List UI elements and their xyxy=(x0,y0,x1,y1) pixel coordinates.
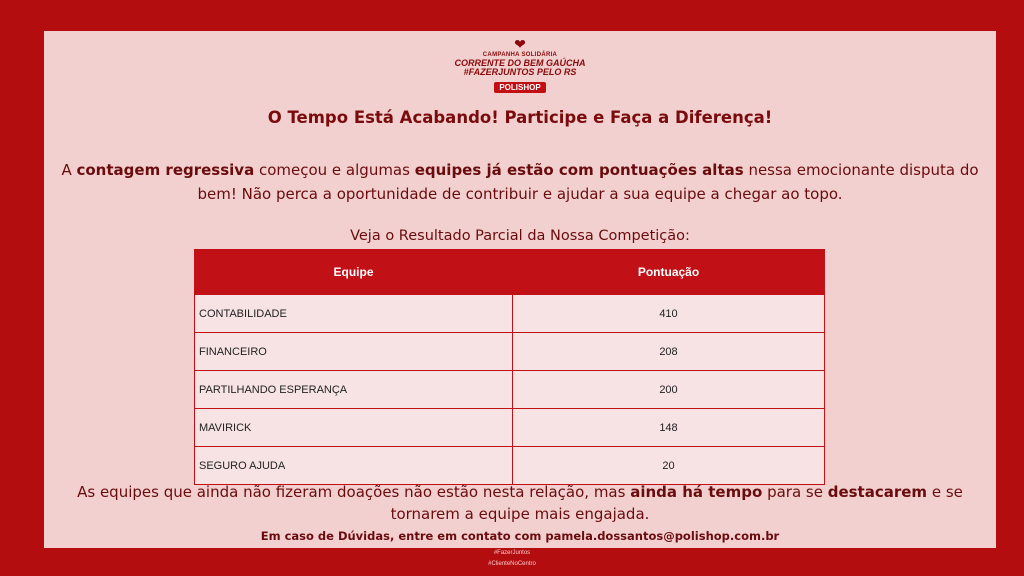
polishop-badge: POLISHOP xyxy=(494,82,545,93)
team-name: PARTILHANDO ESPERANÇA xyxy=(195,371,513,409)
table-row xyxy=(195,333,825,371)
team-name: FINANCEIRO xyxy=(195,333,513,371)
table-row xyxy=(195,447,825,485)
hashtags xyxy=(0,548,1024,570)
outro-paragraph xyxy=(54,481,986,525)
header-team: Equipe xyxy=(195,250,513,295)
hashtag-fazerjuntos: #FazerJuntos xyxy=(493,550,531,556)
team-name: SEGURO AJUDA xyxy=(195,447,513,485)
campaign-logo xyxy=(44,37,996,95)
team-score: 208 xyxy=(513,333,825,371)
intro-bold-1: contagem regressiva xyxy=(76,161,255,179)
outro-text-1: As equipes que ainda não fizeram doações não estão nesta relação, mas xyxy=(77,483,631,501)
contact-line: Em caso de Dúvidas, entre em contato com pamela.dossantos@polishop.com.br xyxy=(260,529,780,543)
logo-line-corrente: CORRENTE DO BEM GAÚCHA xyxy=(454,58,586,68)
intro-bold-2: equipes já estão com pontuações altas xyxy=(414,161,744,179)
heart-hand-icon: ❤ xyxy=(514,36,526,52)
team-name: MAVIRICK xyxy=(195,409,513,447)
intro-text-1: A xyxy=(61,161,77,179)
outro-text-2: para se xyxy=(762,483,828,501)
team-score: 410 xyxy=(513,295,825,333)
table-row xyxy=(195,295,825,333)
content-card xyxy=(44,31,996,548)
team-name: CONTABILIDADE xyxy=(195,295,513,333)
team-score: 20 xyxy=(513,447,825,485)
logo-line-campaign: CAMPANHA SOLIDÁRIA xyxy=(482,52,558,58)
table-row xyxy=(195,371,825,409)
team-score: 148 xyxy=(513,409,825,447)
results-table xyxy=(194,249,825,485)
results-subtitle: Veja o Resultado Parcial da Nossa Competição: xyxy=(350,228,690,244)
outro-bold-1: ainda há tempo xyxy=(630,483,763,501)
hashtag-clientenocentro: #ClienteNoCentro xyxy=(488,561,536,567)
intro-text-3: nessa emocionante disputa do bem! Não perca a oportunidade de contribuir e ajudar a sua equipe a chegar ao topo. xyxy=(197,161,979,203)
outro-text-3: e se tornarem a equipe mais engajada. xyxy=(390,483,963,523)
logo-line-hashtag: #FAZERJUNTOS PELO RS xyxy=(463,67,577,77)
intro-text-2: começou e algumas xyxy=(254,161,415,179)
table-row xyxy=(195,409,825,447)
outro-bold-2: destacarem xyxy=(827,483,928,501)
header-score: Pontuação xyxy=(513,250,825,295)
table-header-row xyxy=(195,250,825,295)
intro-paragraph xyxy=(54,158,986,206)
team-score: 200 xyxy=(513,371,825,409)
page-title: O Tempo Está Acabando! Participe e Faça a Diferença! xyxy=(267,108,773,127)
